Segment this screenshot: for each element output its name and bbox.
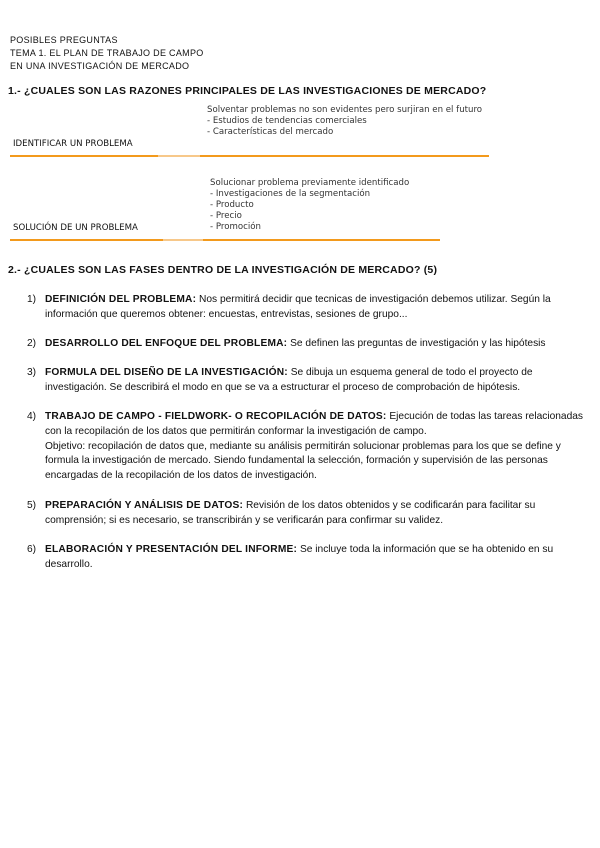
reason-block-1-label: IDENTIFICAR UN PROBLEMA — [13, 139, 133, 149]
divider — [163, 239, 203, 241]
phase-objective: Objetivo: recopilación de datos que, mediante su análisis permitirán solucionar problemas para los que se define y formula la investigación de mercado. Siendo fundamental la selección, formación y supervisión de las personas encargadas de la recopilación de los datos de investigación. — [45, 440, 561, 482]
reason-line: - Promoción — [210, 222, 261, 232]
phase-text: Revisión de los datos obtenidos y se codificarán para facilitar su comprensión; si es necesario, se transcribirán y se verificarán para confirmar su validez. — [45, 500, 536, 526]
header-line-2: TEMA 1. EL PLAN DE TRABAJO DE CAMPO — [10, 48, 204, 58]
phase-text: Se definen las preguntas de investigación y las hipótesis — [287, 338, 546, 349]
reason-line: - Investigaciones de la segmentación — [210, 189, 371, 199]
phase-number: 6) — [27, 544, 37, 555]
divider — [203, 239, 440, 241]
header — [10, 34, 204, 73]
phase-text: Se dibuja un esquema general de todo el proyecto de investigación. Se describirá el modo en que se va a estructurar el proceso de comprobación de hipótesis. — [45, 367, 533, 393]
question-2-title: 2.- ¿CUALES SON LAS FASES DENTRO DE LA INVESTIGACIÓN DE MERCADO? (5) — [8, 264, 438, 276]
reason-line: Solucionar problema previamente identificado — [210, 178, 410, 188]
reason-line: - Características del mercado — [207, 127, 334, 137]
phase-item — [27, 293, 592, 323]
phase-heading: DESARROLLO DEL ENFOQUE DEL PROBLEMA: — [45, 338, 288, 349]
reason-block-2-text — [210, 178, 470, 233]
phase-heading: FORMULA DEL DISEÑO DE LA INVESTIGACIÓN: — [45, 367, 288, 378]
reason-line: - Producto — [210, 200, 254, 210]
phase-heading: DEFINICIÓN DEL PROBLEMA: — [45, 294, 197, 305]
reason-line: - Precio — [210, 211, 242, 221]
phase-item — [27, 499, 592, 529]
phase-item — [27, 337, 592, 352]
question-1-title: 1.- ¿CUALES SON LAS RAZONES PRINCIPALES DE LAS INVESTIGACIONES DE MERCADO? — [8, 85, 487, 97]
phase-item — [27, 366, 592, 396]
divider — [158, 155, 200, 157]
phase-number: 3) — [27, 367, 37, 378]
divider — [10, 239, 163, 241]
header-line-1: POSIBLES PREGUNTAS — [10, 35, 118, 45]
phase-text: Ejecución de todas las tareas relacionadas con la recopilación de los datos que permitirán conformar la investigación de campo. — [45, 411, 584, 437]
phase-item — [27, 410, 592, 484]
phase-number: 2) — [27, 338, 37, 349]
phase-number: 1) — [27, 294, 37, 305]
reason-line: Solventar problemas no son evidentes pero surjiran en el futuro — [207, 105, 483, 115]
phase-heading: PREPARACIÓN Y ANÁLISIS DE DATOS: — [45, 500, 244, 511]
divider — [200, 155, 489, 157]
phase-heading: TRABAJO DE CAMPO - FIELDWORK- O RECOPILACIÓN DE DATOS: — [45, 411, 387, 422]
reason-block-1-text — [207, 105, 492, 138]
phase-item — [27, 543, 592, 573]
phase-number: 4) — [27, 411, 37, 422]
header-line-3: EN UNA INVESTIGACIÓN DE MERCADO — [10, 61, 190, 71]
reason-line: - Estudios de tendencias comerciales — [207, 116, 367, 126]
phase-heading: ELABORACIÓN Y PRESENTACIÓN DEL INFORME: — [45, 544, 298, 555]
phase-text: Nos permitirá decidir que tecnicas de investigación debemos utilizar. Según la información que queremos obtener: encuestas, entrevistas, sesiones de grupo... — [45, 294, 551, 320]
reason-block-2-label: SOLUCIÓN DE UN PROBLEMA — [13, 223, 138, 233]
phase-text: Se incluye toda la información que se ha obtenido en su desarrollo. — [45, 544, 554, 570]
phase-number: 5) — [27, 500, 37, 511]
divider — [10, 155, 158, 157]
